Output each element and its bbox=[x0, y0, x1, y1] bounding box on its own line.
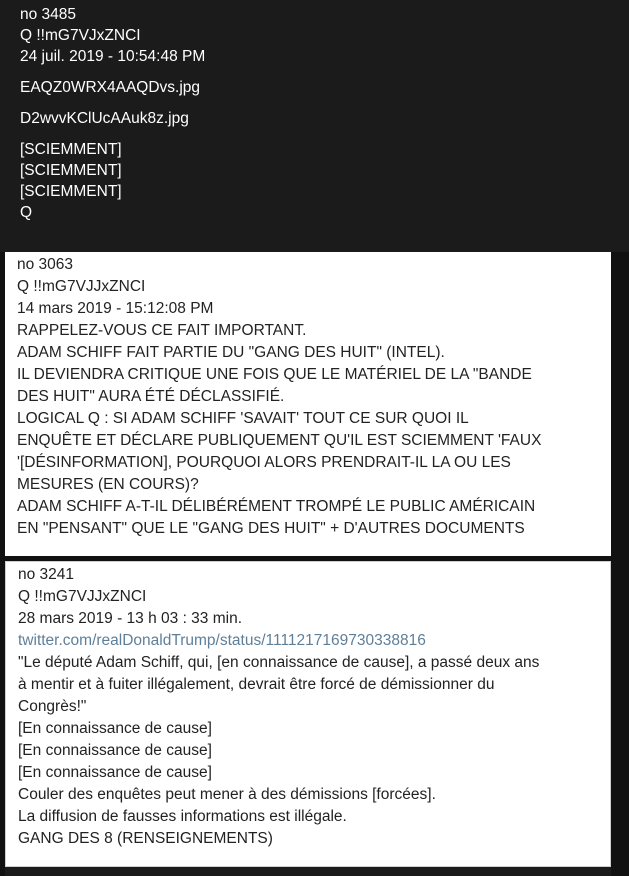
post-body-line: MESURES (EN COURS)? bbox=[17, 476, 199, 493]
post-body-line: [SCIEMMENT] bbox=[20, 183, 122, 200]
post-author: Q !!mG7VJxZNCI bbox=[20, 27, 141, 44]
post-body-line: [En connaissance de cause] bbox=[18, 720, 212, 737]
post-body-line: DES HUIT" AURA ÉTÉ DÉCLASSIFIÉ. bbox=[17, 388, 285, 405]
post-body-line: [En connaissance de cause] bbox=[18, 764, 212, 781]
post-body-line: '[DÉSINFORMATION], POURQUOI ALORS PRENDRAIT-IL LA OU LES bbox=[17, 454, 511, 471]
post-number: no 3241 bbox=[18, 566, 75, 583]
post-date: 14 mars 2019 - 15:12:08 PM bbox=[17, 300, 214, 317]
post-author: Q !!mG7VJJxZNCI bbox=[17, 278, 146, 295]
post-body-line: ADAM SCHIFF A-T-IL DÉLIBÉRÉMENT TROMPÉ LE PUBLIC AMÉRICAIN bbox=[17, 498, 536, 515]
attachment-link[interactable]: EAQZ0WRX4AAQDvs.jpg bbox=[20, 79, 201, 96]
post-body-line: "Le député Adam Schiff, qui, [en connaissance de cause], a passé deux ans bbox=[18, 654, 540, 671]
post-body-line: EN "PENSANT" QUE LE "GANG DES HUIT" + D'AUTRES DOCUMENTS bbox=[17, 520, 525, 537]
tweet-link[interactable]: twitter.com/realDonaldTrump/status/1111217169730338816 bbox=[18, 632, 426, 649]
post-body-line: IL DEVIENDRA CRITIQUE UNE FOIS QUE LE MATÉRIEL DE LA "BANDE bbox=[17, 366, 532, 383]
post-body-line: à mentir et à fuiter illégalement, devrait être forcé de démissionner du bbox=[18, 676, 495, 693]
post-body-line: [SCIEMMENT] bbox=[20, 141, 122, 158]
post-number: no 3485 bbox=[20, 6, 77, 23]
post-body-line: [SCIEMMENT] bbox=[20, 162, 122, 179]
post-body-line: ENQUÊTE ET DÉCLARE PUBLIQUEMENT QU'IL EST SCIEMMENT 'FAUX bbox=[17, 432, 542, 449]
bottom-border bbox=[5, 867, 611, 876]
post-3063 bbox=[5, 252, 611, 556]
post-body-line: La diffusion de fausses informations est illégale. bbox=[18, 808, 347, 825]
post-number: no 3063 bbox=[17, 256, 74, 273]
post-body-line: [En connaissance de cause] bbox=[18, 742, 212, 759]
post-body-line: Congrès!" bbox=[18, 698, 87, 715]
post-date: 24 juil. 2019 - 10:54:48 PM bbox=[20, 48, 206, 65]
attachment-link[interactable]: D2wvvKClUcAAuk8z.jpg bbox=[20, 110, 189, 127]
post-body-line: RAPPELEZ-VOUS CE FAIT IMPORTANT. bbox=[17, 322, 307, 339]
post-body-line: LOGICAL Q : SI ADAM SCHIFF 'SAVAIT' TOUT CE SUR QUOI IL bbox=[17, 410, 469, 427]
post-author: Q !!mG7VJJxZNCI bbox=[18, 588, 147, 605]
post-signature: Q bbox=[20, 204, 33, 221]
post-date: 28 mars 2019 - 13 h 03 : 33 min. bbox=[18, 610, 243, 627]
post-body-line: GANG DES 8 (RENSEIGNEMENTS) bbox=[18, 830, 273, 847]
post-body-line: Couler des enquêtes peut mener à des démissions [forcées]. bbox=[18, 786, 436, 803]
post-body-line: ADAM SCHIFF FAIT PARTIE DU "GANG DES HUIT" (INTEL). bbox=[17, 344, 445, 361]
post-3241 bbox=[5, 561, 611, 867]
post-3485 bbox=[0, 0, 629, 252]
